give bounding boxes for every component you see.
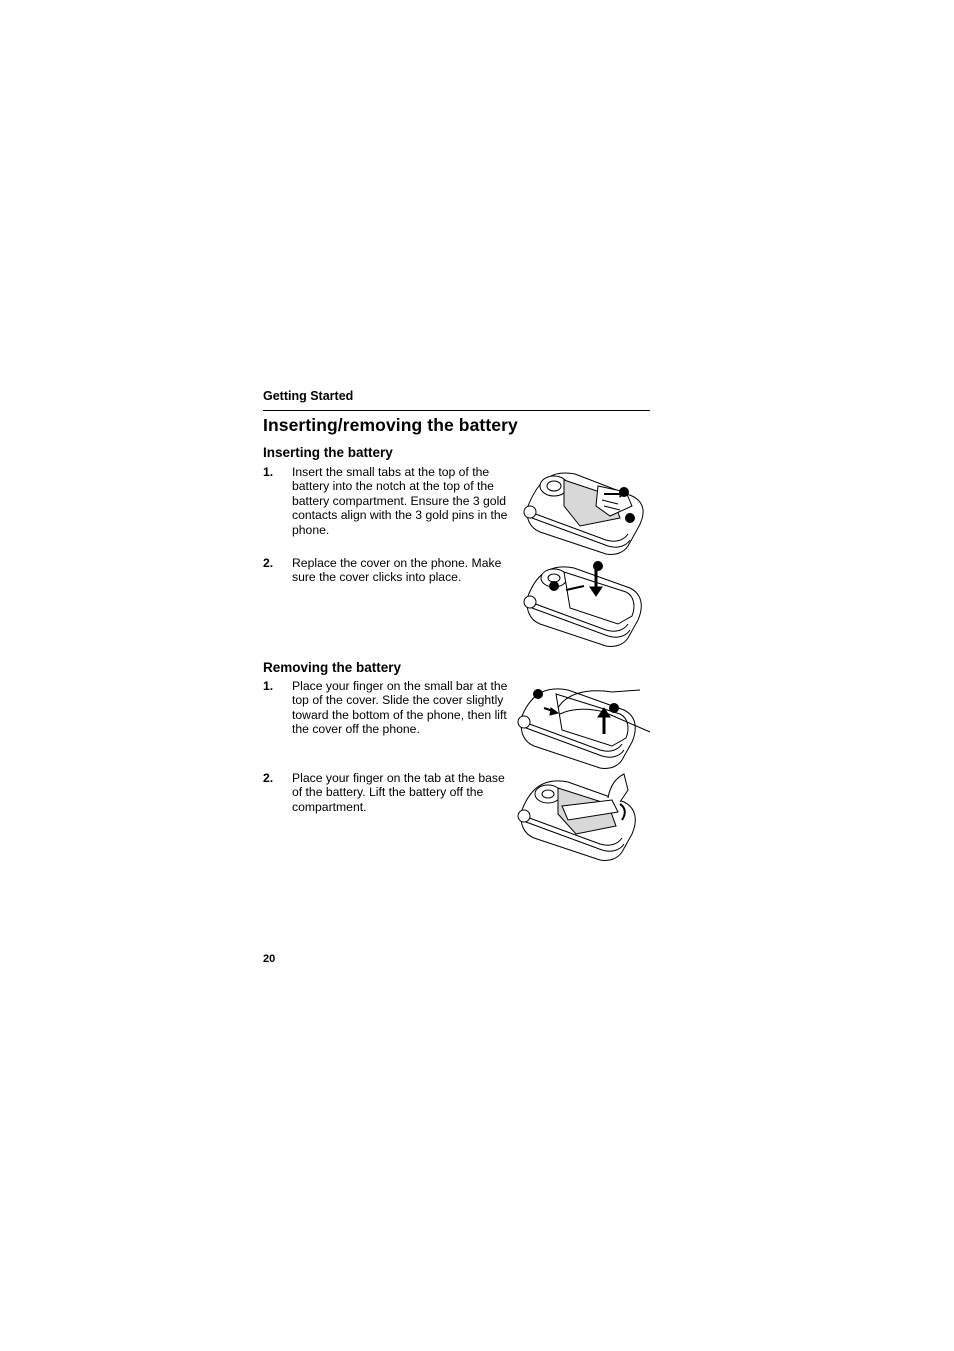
- step-text: Place your finger on the small bar at the top of the cover. Slide the cover slightly toward the bottom of the phone, then lift the cover off the phone.: [292, 679, 508, 737]
- cover-remove-illustration: [516, 684, 652, 774]
- step-text: Place your finger on the tab at the base of the battery. Lift the battery off the compartment.: [292, 771, 505, 814]
- removing-heading: Removing the battery: [263, 660, 402, 675]
- battery-remove-illustration: [516, 772, 642, 868]
- page-title: Inserting/removing the battery: [263, 415, 518, 435]
- battery-insert-illustration: [520, 466, 650, 560]
- inserting-heading: Inserting the battery: [263, 445, 393, 460]
- step-text: Replace the cover on the phone. Make sure the cover clicks into place.: [292, 556, 502, 585]
- page-number: 20: [263, 953, 276, 965]
- section-label: Getting Started: [263, 389, 354, 403]
- cover-replace-illustration: [522, 560, 648, 650]
- step-number: 1.: [263, 465, 274, 479]
- step-text: Insert the small tabs at the top of the battery into the notch at the top of the battery compartment. Ensure the 3 gold contacts align with the 3 gold pins in the phone.: [292, 465, 508, 537]
- header-rule: [263, 410, 650, 411]
- step-number: 2.: [263, 771, 274, 785]
- step-number: 2.: [263, 556, 274, 570]
- step-number: 1.: [263, 679, 274, 693]
